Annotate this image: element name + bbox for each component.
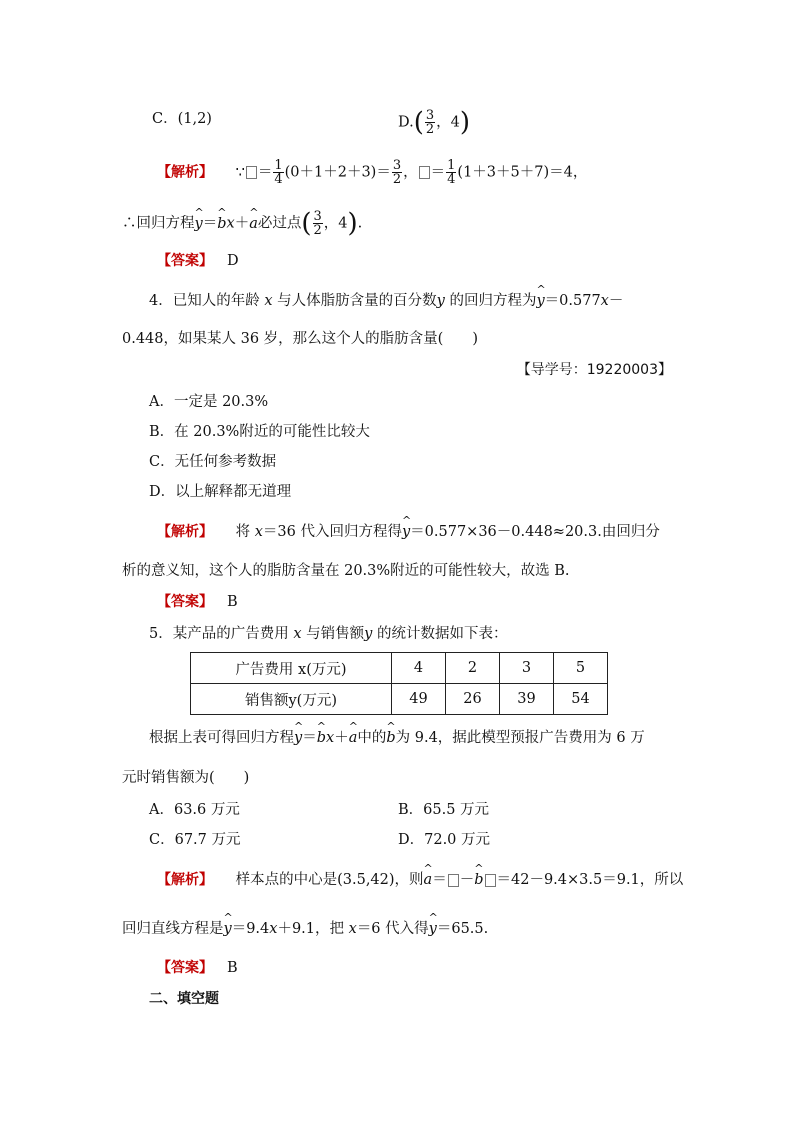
section-title: 二、填空题: [149, 991, 219, 1007]
analysis-tag: 【解析】: [157, 164, 213, 181]
q5-option-d: D．72.0 万元: [398, 832, 491, 848]
q5-para-line1: 根据上表可得回归方程^ y＝^ bx＋^ a中的^ b为 9.4，据此模型预报广告费用为 6 万: [149, 728, 645, 748]
q3-option-d: D.( $\frac{3}{2}$ ，4): [398, 107, 471, 138]
q5-option-a: A．63.6 万元: [149, 802, 240, 818]
table-row: [191, 684, 608, 715]
q5-option-b: B．65.5 万元: [398, 802, 490, 818]
q5-analysis-line2: 回归直线方程是^ y＝9.4x＋9.1，把 x＝6 代入得^ y＝65.5.: [122, 919, 488, 939]
table-cell: 4: [392, 653, 446, 684]
table-cell: 49: [392, 684, 446, 715]
q3-analysis-line1: 【解析】 ∵ ＝ $\frac{1}{4}$ (0＋1＋2＋3)＝ $\frac{3}{2}$ ， ＝ $\frac{1}{4}$ (1＋3＋5＋7)＝4，: [157, 158, 588, 187]
q5-stem: 5．某产品的广告费用 x 与销售额y 的统计数据如下表：: [149, 626, 508, 642]
q4-analysis-line1: 【解析】 将 x＝36 代入回归方程得^ y＝0.577×36－0.448≈20.3.由回归分: [157, 522, 660, 542]
q5-analysis-line1: 【解析】 样本点的中心是(3.5,42)，则^ a＝ －^ b ＝42－9.4×3.5＝9.1，所以: [157, 870, 683, 890]
q4-option-a: A．一定是 20.3%: [149, 394, 269, 410]
q3-analysis-line2: ∴回归方程^ y＝^ bx＋^ a必过点( $\frac{3}{2}$ ，4).: [122, 210, 362, 237]
q5-answer: 【答案】 B: [157, 960, 238, 976]
q3-answer: 【答案】 D: [157, 253, 239, 269]
q4-option-b: B．在 20.3%附近的可能性比较大: [149, 424, 370, 440]
table-cell: 2: [446, 653, 500, 684]
q4-reference-number: 【导学号：19220003】: [516, 362, 672, 378]
table-cell: 26: [446, 684, 500, 715]
table-row: [191, 653, 608, 684]
table-row-label: 销售额y(万元): [191, 684, 392, 715]
q4-stem-line2: 0.448，如果某人 36 岁，那么这个人的脂肪含量( ): [122, 331, 478, 347]
q4-answer: 【答案】 B: [157, 594, 238, 610]
q4-stem-line1: 4．已知人的年龄 x 与人体脂肪含量的百分数y 的回归方程为^ y＝0.577x－: [149, 291, 623, 311]
q4-option-d: D．以上解释都无道理: [149, 484, 292, 500]
q4-analysis-line2: 析的意义知，这个人的脂肪含量在 20.3%附近的可能性较大，故选 B.: [122, 563, 570, 579]
q4-option-c: C．无任何参考数据: [149, 454, 277, 470]
q3-option-c: C．(1,2): [152, 111, 212, 127]
table-row-label: 广告费用 x(万元): [191, 653, 392, 684]
table-cell: 3: [500, 653, 554, 684]
table-cell: 5: [554, 653, 608, 684]
q5-option-c: C．67.7 万元: [149, 832, 241, 848]
table-cell: 54: [554, 684, 608, 715]
statistics-table: [190, 652, 608, 715]
q5-para-line2: 元时销售额为( ): [122, 770, 250, 786]
table-cell: 39: [500, 684, 554, 715]
